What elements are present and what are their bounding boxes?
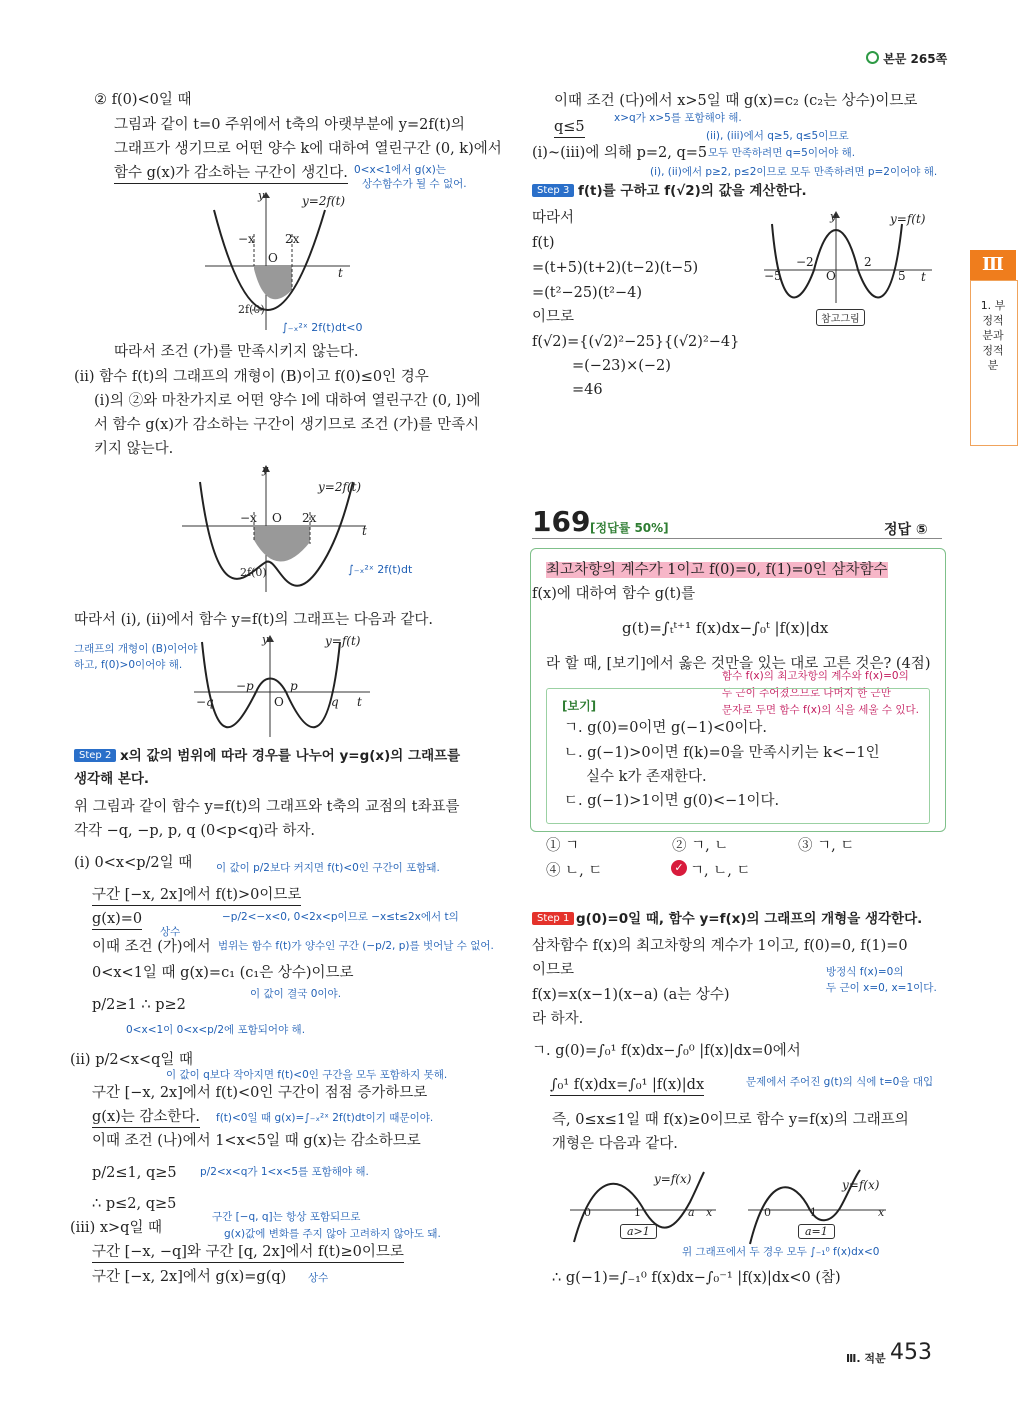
text-line: (i)의 ②와 마찬가지로 어떤 양수 l에 대하여 열린구간 (0, l)에 <box>94 393 481 409</box>
step1-title: g(0)=0일 때, 함수 y=f(x)의 그래프의 개형을 생각한다. <box>576 911 923 927</box>
fig4-p2: 2 <box>864 255 872 269</box>
fig2-negx: −x <box>240 511 257 525</box>
g1-origin: 0 <box>584 1206 591 1219</box>
case-i-heading: (i) 0<x<p/2일 때 <box>74 855 193 871</box>
fig2-t-label: t <box>362 524 367 538</box>
text-line: g(x)=0 <box>92 909 142 930</box>
problem-rule <box>532 538 942 539</box>
bogi-item-2: ㄴ. g(−1)>0이면 f(k)=0을 만족시키는 k<−1인 <box>564 745 880 761</box>
note: 하고, f(0)>0이어야 해. <box>74 659 183 671</box>
fig1-title: y=2f(t) <box>302 194 346 208</box>
fig3-origin: O <box>274 695 284 709</box>
figure-quartic <box>190 632 380 742</box>
choice-4[interactable]: ④ ㄴ, ㄷ <box>546 863 603 879</box>
text-line: 키지 않는다. <box>94 441 174 457</box>
note: 두 근이 x=0, x=1이다. <box>826 982 937 994</box>
fig1-f0: 2f(0) <box>238 303 265 316</box>
problem-formula: g(t)=∫ₜᵗ⁺¹ f(x)dx−∫₀ᵗ |f(x)|dx <box>622 619 829 637</box>
text-line: 그래프가 생기므로 어떤 양수 k에 대하여 열린구간 (0, k)에서 <box>114 141 502 157</box>
note: (i), (ii)에서 p≥2, p≤2이므로 모두 만족하려면 p=2이어야 해. <box>650 166 938 178</box>
note: g(x)값에 변화를 주지 않아 고려하지 않아도 돼. <box>224 1228 441 1240</box>
step2-title-cont: 생각해 본다. <box>74 771 150 787</box>
text-line: (i)~(iii)에 의해 p=2, q=5 <box>532 145 708 161</box>
bogi-label: [보기] <box>562 699 597 713</box>
problem-line: 라 할 때, [보기]에서 옳은 것만을 있는 대로 고른 것은? (4점) <box>546 656 931 672</box>
fig4-y-label: y <box>830 210 837 223</box>
choice-3[interactable]: ③ ㄱ, ㄷ <box>798 838 855 854</box>
text-line: 구간 [−x, −q]와 구간 [q, 2x]에서 f(t)≥0이므로 <box>92 1242 404 1263</box>
step2-title: x의 값의 범위에 따라 경우를 나누어 y=g(x)의 그래프를 <box>120 748 461 764</box>
text-line: 삼차함수 f(x)의 최고차항의 계수가 1이고, f(0)=0, f(1)=0 <box>532 938 908 954</box>
fig2-2x: 2x <box>302 511 317 525</box>
page-ref: 본문 265쪽 <box>866 50 947 67</box>
fig3-title: y=f(t) <box>325 634 361 648</box>
text-line: 따라서 (i), (ii)에서 함수 y=f(t)의 그래프는 다음과 같다. <box>74 612 433 628</box>
circle-icon <box>866 51 879 64</box>
note: 상수 <box>160 926 181 938</box>
footer-section: Ⅲ. 적분 <box>846 1352 886 1365</box>
text-line: f(t) <box>532 235 555 251</box>
text-line: =(t²−25)(t²−4) <box>532 285 643 301</box>
fig3-t-label: t <box>357 695 362 709</box>
note: 0<x<1이 0<x<p/2에 포함되어야 해. <box>126 1024 306 1036</box>
step3-title: f(t)를 구하고 f(√2)의 값을 계산한다. <box>578 183 807 199</box>
figure-parabola <box>200 190 370 340</box>
text-line: =(−23)×(−2) <box>572 358 671 374</box>
choice-2[interactable]: ② ㄱ, ㄴ <box>672 838 729 854</box>
bogi-item-1: ㄱ. g(0)=0이면 g(−1)<0이다. <box>564 720 768 736</box>
note: 구간 [−q, q]는 항상 포함되므로 <box>212 1211 361 1223</box>
fig1-negx: −x <box>238 232 255 246</box>
choice-5-check-icon: ✓ <box>671 860 687 876</box>
fig3-q: q <box>331 695 339 709</box>
text-line: 개형은 다음과 같다. <box>552 1136 678 1152</box>
fig4-t-label: t <box>921 270 926 284</box>
text-line: 이므로 <box>532 309 575 325</box>
text-line: 위 그림과 같이 함수 y=f(t)의 그래프와 t축의 교점의 t좌표를 <box>74 799 460 815</box>
note: 상수함수가 될 수 없어. <box>362 178 467 190</box>
problem-note: 함수 f(x)의 최고차항의 계수와 f(x)=0의 <box>722 670 909 682</box>
note: 0<x<1에서 g(x)는 <box>354 164 447 176</box>
text-line: 서 함수 g(x)가 감소하는 구간이 생기므로 조건 (가)를 만족시 <box>94 417 480 433</box>
note: 이 값이 q보다 작아지면 f(t)<0인 구간을 모두 포함하지 못해. <box>166 1069 448 1081</box>
note: 방정식 f(x)=0의 <box>826 966 904 978</box>
step2-badge: Step 2 <box>74 749 116 762</box>
fig1-2x: 2x <box>285 232 300 246</box>
text-line: 그림과 같이 t=0 주위에서 t축의 아랫부분에 y=2f(t)의 <box>114 117 465 133</box>
text-line: ∴ p≤2, q≥5 <box>92 1196 177 1212</box>
text-line: 이때 조건 (다)에서 x>5일 때 g(x)=c₂ (c₂는 상수)이므로 <box>554 93 918 109</box>
text-line: 따라서 <box>532 210 575 226</box>
g2-title: y=f(x) <box>842 1178 880 1192</box>
fig1-y-label: y <box>258 189 265 202</box>
g1-caption: a>1 <box>620 1224 657 1239</box>
case-iii-heading: (iii) x>q일 때 <box>70 1220 163 1236</box>
chapter-tab-text: 1. 부정적분과 정적분 <box>980 299 1006 372</box>
text-line: =(t+5)(t+2)(t−2)(t−5) <box>532 260 699 276</box>
fig2-y-label: y <box>262 463 269 476</box>
fig4-m5: −5 <box>764 269 782 283</box>
footer-page-number: 453 <box>890 1340 932 1365</box>
text-line: f(√2)={(√2)²−25}{(√2)²−4} <box>532 334 740 350</box>
g1-one: 1 <box>634 1206 641 1219</box>
text-line: 따라서 조건 (가)를 만족시키지 않는다. <box>114 344 359 360</box>
problem-note: 문자로 두면 함수 f(x)의 식을 세울 수 있다. <box>722 704 919 716</box>
note: 문제에서 주어진 g(t)의 식에 t=0을 대입 <box>746 1076 934 1088</box>
fig2-origin: O <box>272 511 282 525</box>
note: x>q가 x>5를 포함해야 해. <box>614 112 742 124</box>
note: f(t)<0일 때 g(x)=∫₋ₓ²ˣ 2f(t)dt이기 때문이야. <box>216 1112 434 1124</box>
fig3-negp: −p <box>236 679 254 693</box>
fig4-origin: O <box>826 269 836 283</box>
note: 상수 <box>308 1272 329 1284</box>
case-2-heading: ② f(0)<0일 때 <box>94 92 192 108</box>
text-line: ∫₀¹ f(x)dx=∫₀¹ |f(x)|dx <box>550 1075 704 1096</box>
text-line: 구간 [−x, 2x]에서 f(t)<0인 구간이 점점 증가하므로 <box>92 1085 428 1101</box>
note: 이 값이 결국 0이야. <box>250 988 342 1000</box>
g2-one: 1 <box>810 1206 817 1219</box>
fig4-p5: 5 <box>898 269 906 283</box>
fig2-f0: 2f(0) <box>240 566 267 579</box>
note: 이 값이 p/2보다 커지면 f(t)<0인 구간이 포함돼. <box>216 862 440 874</box>
note: 모두 만족하려면 q=5이어야 해. <box>708 147 856 159</box>
note: p/2<x<q가 1<x<5를 포함해야 해. <box>200 1166 369 1178</box>
fig1-t-label: t <box>338 266 343 280</box>
text-line: 0<x<1일 때 g(x)=c₁ (c₁은 상수)이므로 <box>92 965 354 981</box>
g2-x: x <box>878 1206 885 1219</box>
problem-line <box>546 560 888 580</box>
note: 위 그래프에서 두 경우 모두 ∫₋₁⁰ f(x)dx<0 <box>682 1246 880 1258</box>
problem-line: f(x)에 대하여 함수 g(t)를 <box>532 586 696 602</box>
fig4-m2: −2 <box>796 255 814 269</box>
problem-number: 169 <box>532 505 591 538</box>
note: 범위는 함수 f(t)가 양수인 구간 (−p/2, p)를 벗어날 수 없어. <box>218 940 494 952</box>
text-line: 이때 조건 (나)에서 1<x<5일 때 g(x)는 감소하므로 <box>92 1133 421 1149</box>
choice-5[interactable]: ㄱ, ㄴ, ㄷ <box>690 863 751 879</box>
note: (ii), (iii)에서 q≥5, q≤5이므로 <box>706 130 849 142</box>
text-line: ∴ g(−1)=∫₋₁⁰ f(x)dx−∫₀⁻¹ |f(x)|dx<0 (참) <box>552 1270 841 1286</box>
text-line: 즉, 0≤x≤1일 때 f(x)≥0이므로 함수 y=f(x)의 그래프의 <box>552 1112 909 1128</box>
text-line: 구간 [−x, 2x]에서 f(t)>0이므로 <box>92 885 301 906</box>
fig2-integral: ∫₋ₓ²ˣ 2f(t)dt <box>348 563 413 576</box>
g2-caption: a=1 <box>798 1224 835 1239</box>
text-line: p/2≤1, q≥5 <box>92 1165 177 1181</box>
fig3-p: p <box>290 679 298 693</box>
step3-badge: Step 3 <box>532 184 574 197</box>
text-line: 구간 [−x, 2x]에서 g(x)=g(q) <box>92 1269 287 1285</box>
case-ii-heading-2: (ii) p/2<x<q일 때 <box>70 1052 193 1068</box>
fig2-title: y=2f(t) <box>318 480 362 494</box>
chapter-tab-roman: Ⅲ <box>970 250 1016 280</box>
problem-highlight: 최고차항의 계수가 1이고 f(0)=0, f(1)=0인 삼차함수 <box>546 562 888 578</box>
fig4-caption: 참고그림 <box>816 309 865 326</box>
note: 그래프의 개형이 (B)이어야 <box>74 643 198 655</box>
fig3-y-label: y <box>262 633 269 646</box>
text-line: 함수 g(x)가 감소하는 구간이 생긴다. <box>114 163 348 184</box>
text-line: p/2≥1 ∴ p≥2 <box>92 997 186 1013</box>
bogi-item-2-cont: 실수 k가 존재한다. <box>586 769 707 785</box>
text-line: 각각 −q, −p, p, q (0<p<q)라 하자. <box>74 823 315 839</box>
note: −p/2<−x<0, 0<2x<p이므로 −x≤t≤2x에서 t의 <box>222 911 459 923</box>
g1-a: a <box>688 1206 695 1219</box>
g1-title: y=f(x) <box>654 1172 692 1186</box>
text-line: g(x)는 감소한다. <box>92 1107 200 1128</box>
problem-note: 두 근이 주어졌으므로 나머지 한 근만 <box>722 687 891 699</box>
text-line: =46 <box>572 382 603 398</box>
text-line: f(x)=x(x−1)(x−a) (a는 상수) <box>532 987 730 1003</box>
problem-answer: 정답 ⑤ <box>884 522 928 538</box>
g1-x: x <box>706 1206 713 1219</box>
problem-rate: [정답률 50%] <box>590 521 669 535</box>
g2-origin: 0 <box>764 1206 771 1219</box>
text-line: 이때 조건 (가)에서 <box>92 939 211 955</box>
text-line: 이므로 <box>532 962 575 978</box>
text-line: ㄱ. g(0)=∫₀¹ f(x)dx−∫₀⁰ |f(x)|dx=0에서 <box>532 1043 801 1059</box>
choice-1[interactable]: ① ㄱ <box>546 838 580 854</box>
fig3-negq: −q <box>196 695 214 709</box>
fig4-title: y=f(t) <box>890 212 926 226</box>
case-ii-heading: (ii) 함수 f(t)의 그래프의 개형이 (B)이고 f(0)≤0인 경우 <box>74 369 429 385</box>
fig1-integral: ∫₋ₓ²ˣ 2f(t)dt<0 <box>282 321 363 334</box>
fig1-origin: O <box>268 251 278 265</box>
text-line: q≤5 <box>554 117 585 138</box>
step1-badge: Step 1 <box>532 912 574 925</box>
text-line: 라 하자. <box>532 1011 584 1027</box>
bogi-item-3: ㄷ. g(−1)>1이면 g(0)<−1이다. <box>564 793 780 809</box>
